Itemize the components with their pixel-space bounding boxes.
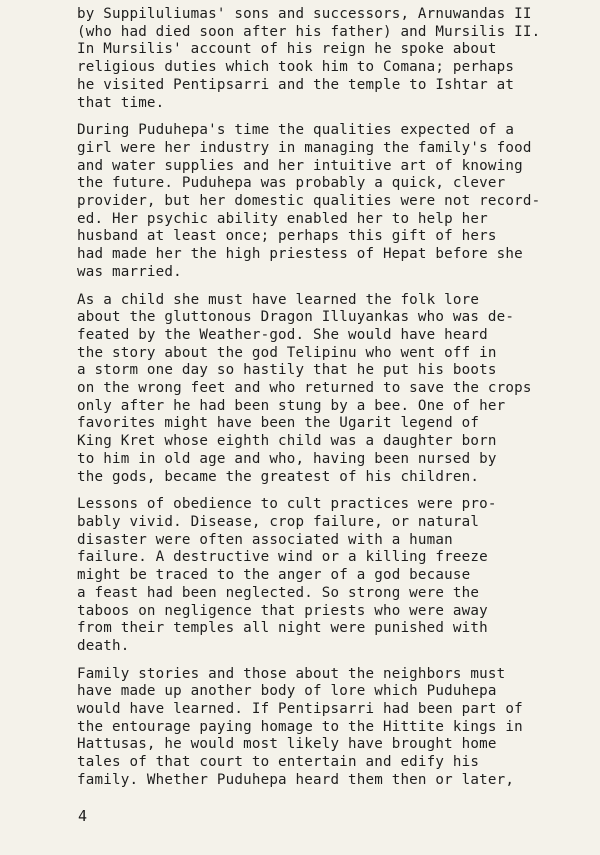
- text-line: ed. Her psychic ability enabled her to help her: [77, 210, 488, 227]
- text-line: feated by the Weather-god. She would have heard: [77, 326, 488, 343]
- text-line: Family stories and those about the neighbors must: [77, 665, 506, 682]
- text-line: from their temples all night were punished with: [77, 620, 488, 637]
- text-line: provider, but her domestic qualities were not record-: [77, 193, 541, 210]
- paragraph-2: [77, 122, 547, 281]
- paragraph-1: [77, 6, 547, 112]
- text-line: might be traced to the anger of a god because: [77, 567, 471, 584]
- text-line: husband at least once; perhaps this gift of hers: [77, 228, 497, 245]
- text-line: to him in old age and who, having been nursed by: [77, 450, 497, 467]
- text-line: about the gluttonous Dragon Illuyankas who was de-: [77, 309, 515, 326]
- text-line: religious duties which took him to Comana; perhaps: [77, 59, 515, 76]
- text-line: would have learned. If Pentipsarri had been part of: [77, 701, 523, 718]
- text-line: death.: [77, 637, 130, 654]
- text-line: girl were her industry in managing the family's food: [77, 139, 532, 156]
- text-line: King Kret whose eighth child was a daughter born: [77, 433, 497, 450]
- text-line: the future. Puduhepa was probably a quick, clever: [77, 175, 506, 192]
- text-line: by Suppiluliumas' sons and successors, Arnuwandas II: [77, 6, 532, 22]
- text-line: only after he had been stung by a bee. One of her: [77, 397, 506, 414]
- text-line: had made her the high priestess of Hepat before she: [77, 246, 523, 263]
- text-line: favorites might have been the Ugarit legend of: [77, 415, 480, 432]
- text-line: Lessons of obedience to cult practices were pro-: [77, 496, 497, 513]
- text-line: the gods, became the greatest of his children.: [77, 468, 480, 485]
- text-line: family. Whether Puduhepa heard them then or later,: [77, 771, 515, 788]
- text-line: on the wrong feet and who returned to save the crops: [77, 380, 532, 397]
- text-line: that time.: [77, 94, 165, 111]
- text-line: In Mursilis' account of his reign he spoke about: [77, 41, 497, 58]
- text-line: the entourage paying homage to the Hittite kings in: [77, 718, 523, 735]
- paragraph-4: [77, 496, 547, 655]
- text-line: and water supplies and her intuitive art of knowing: [77, 157, 523, 174]
- text-line: disaster were often associated with a human: [77, 531, 453, 548]
- text-line: was married.: [77, 263, 182, 280]
- text-line: he visited Pentipsarri and the temple to Ishtar at: [77, 76, 515, 93]
- text-line: a storm one day so hastily that he put his boots: [77, 362, 497, 379]
- text-line: Hattusas, he would most likely have brought home: [77, 736, 497, 753]
- text-line: the story about the god Telipinu who went off in: [77, 344, 497, 361]
- page-number: 4: [78, 807, 88, 825]
- text-line: (who had died soon after his father) and Mursilis II.: [77, 23, 541, 40]
- text-line: As a child she must have learned the folk lore: [77, 291, 480, 308]
- text-line: have made up another body of lore which Puduhepa: [77, 683, 497, 700]
- text-line: bably vivid. Disease, crop failure, or natural: [77, 513, 480, 530]
- paragraph-3: [77, 292, 547, 487]
- paragraph-5: [77, 666, 547, 790]
- body-text: [77, 6, 547, 800]
- text-line: failure. A destructive wind or a killing freeze: [77, 549, 488, 566]
- text-line: taboos on negligence that priests who were away: [77, 602, 488, 619]
- text-line: During Puduhepa's time the qualities expected of a: [77, 122, 515, 139]
- text-line: tales of that court to entertain and edify his: [77, 754, 480, 771]
- text-line: a feast had been neglected. So strong were the: [77, 584, 480, 601]
